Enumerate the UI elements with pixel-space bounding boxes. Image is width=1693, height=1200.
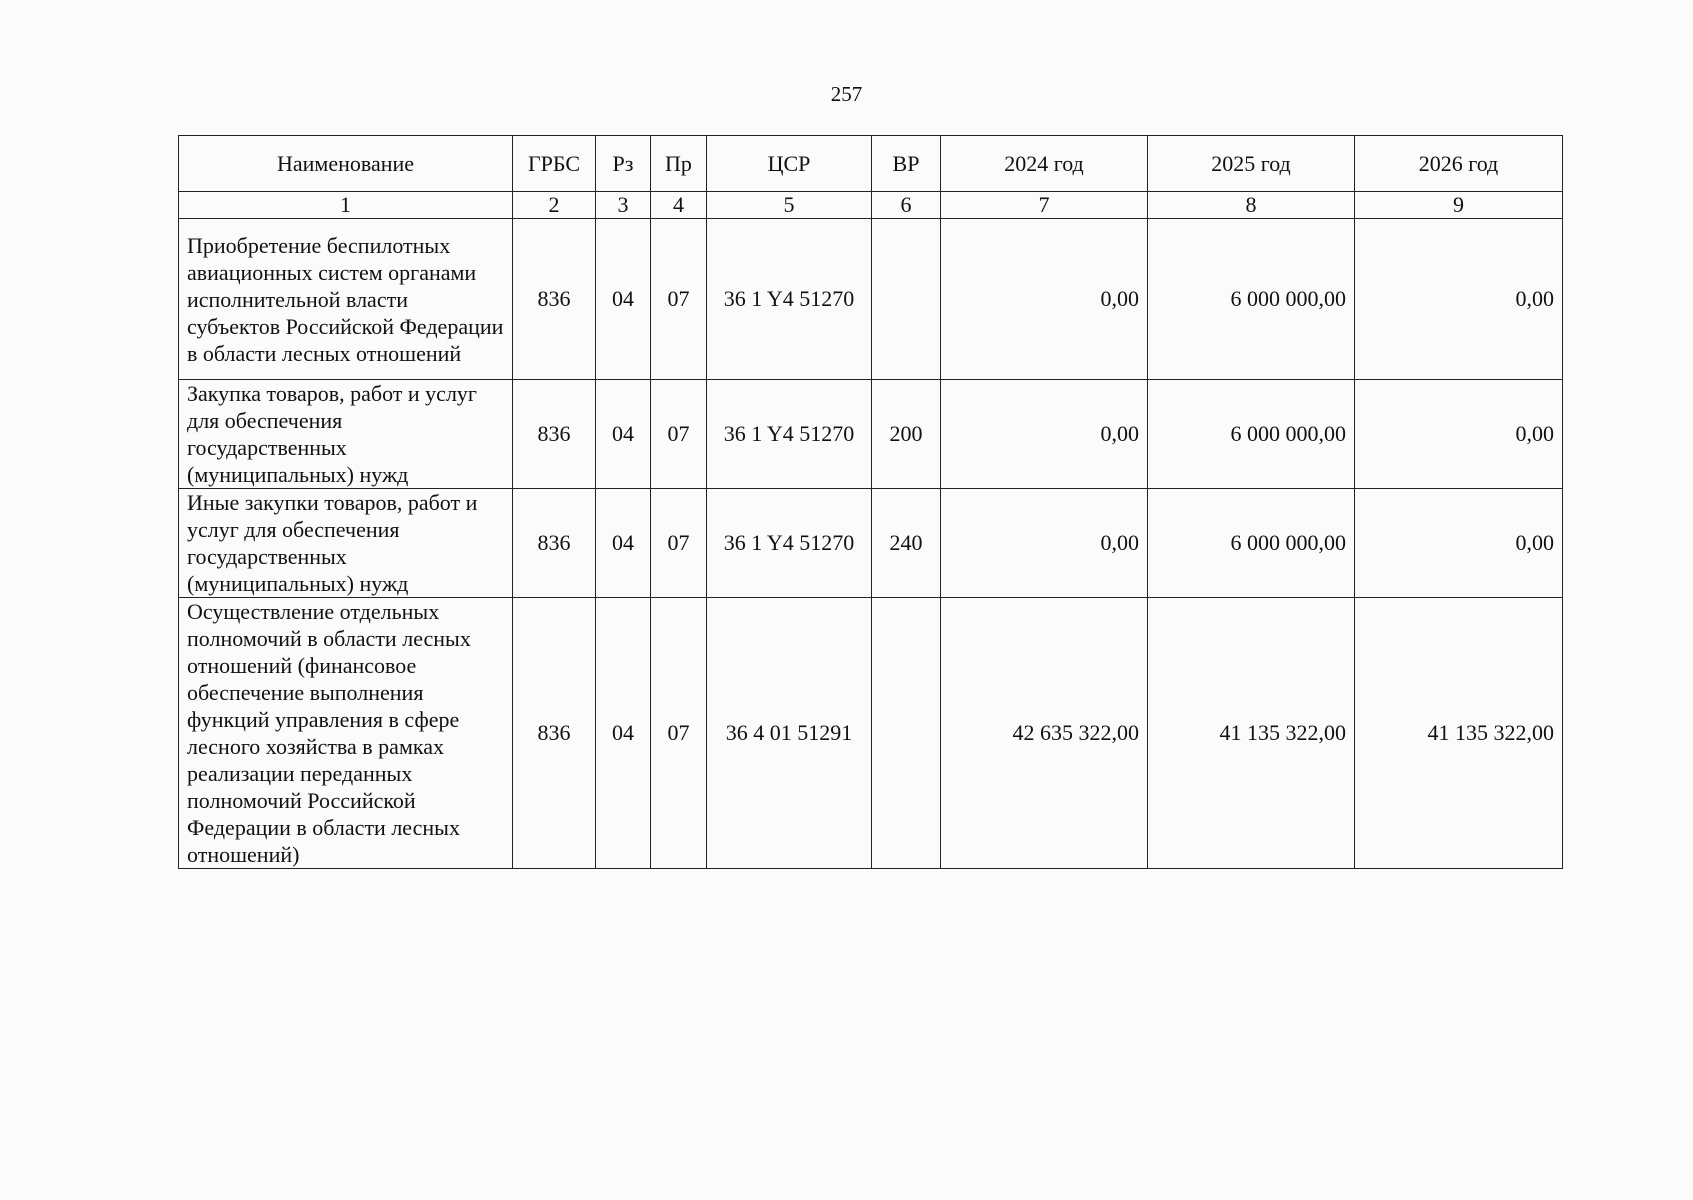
row-vr: 200 bbox=[872, 380, 941, 489]
row-pr: 07 bbox=[651, 219, 707, 380]
row-name: Закупка товаров, работ и услуг для обеспечения государственных (муниципальных) нужд bbox=[179, 380, 513, 489]
row-name: Осуществление отдельных полномочий в области лесных отношений (финансовое обеспечение выполнения функций управления в сфере лесного хозяйства в рамках реализации переданных полномочий Российской Федерации в области лесных отношений) bbox=[179, 598, 513, 869]
row-2026: 0,00 bbox=[1355, 380, 1563, 489]
table-row bbox=[179, 380, 1563, 489]
row-grbs: 836 bbox=[513, 489, 596, 598]
header-2025: 2025 год bbox=[1148, 136, 1355, 192]
row-2025: 6 000 000,00 bbox=[1148, 489, 1355, 598]
header-csr: ЦСР bbox=[707, 136, 872, 192]
row-grbs: 836 bbox=[513, 219, 596, 380]
column-number: 3 bbox=[596, 192, 651, 219]
column-number: 8 bbox=[1148, 192, 1355, 219]
column-number: 1 bbox=[179, 192, 513, 219]
header-grbs: ГРБС bbox=[513, 136, 596, 192]
row-vr: 240 bbox=[872, 489, 941, 598]
header-name: Наименование bbox=[179, 136, 513, 192]
row-rz: 04 bbox=[596, 380, 651, 489]
row-2024: 0,00 bbox=[941, 489, 1148, 598]
table-row bbox=[179, 219, 1563, 380]
table-row bbox=[179, 598, 1563, 869]
row-2024: 0,00 bbox=[941, 380, 1148, 489]
row-vr bbox=[872, 598, 941, 869]
header-row bbox=[179, 136, 1563, 192]
row-vr bbox=[872, 219, 941, 380]
header-rz: Рз bbox=[596, 136, 651, 192]
header-2026: 2026 год bbox=[1355, 136, 1563, 192]
row-2025: 6 000 000,00 bbox=[1148, 380, 1355, 489]
row-2026: 41 135 322,00 bbox=[1355, 598, 1563, 869]
row-2025: 6 000 000,00 bbox=[1148, 219, 1355, 380]
row-rz: 04 bbox=[596, 489, 651, 598]
row-csr: 36 1 Y4 51270 bbox=[707, 219, 872, 380]
row-csr: 36 1 Y4 51270 bbox=[707, 380, 872, 489]
row-pr: 07 bbox=[651, 380, 707, 489]
column-number: 2 bbox=[513, 192, 596, 219]
row-2026: 0,00 bbox=[1355, 219, 1563, 380]
row-pr: 07 bbox=[651, 598, 707, 869]
row-2026: 0,00 bbox=[1355, 489, 1563, 598]
row-pr: 07 bbox=[651, 489, 707, 598]
row-2025: 41 135 322,00 bbox=[1148, 598, 1355, 869]
column-number: 9 bbox=[1355, 192, 1563, 219]
header-vr: ВР bbox=[872, 136, 941, 192]
row-csr: 36 4 01 51291 bbox=[707, 598, 872, 869]
table-row bbox=[179, 489, 1563, 598]
page-number: 257 bbox=[830, 82, 863, 106]
row-rz: 04 bbox=[596, 219, 651, 380]
header-pr: Пр bbox=[651, 136, 707, 192]
row-name: Иные закупки товаров, работ и услуг для обеспечения государственных (муниципальных) нужд bbox=[179, 489, 513, 598]
column-number: 5 bbox=[707, 192, 872, 219]
row-csr: 36 1 Y4 51270 bbox=[707, 489, 872, 598]
row-grbs: 836 bbox=[513, 598, 596, 869]
row-2024: 0,00 bbox=[941, 219, 1148, 380]
column-number: 7 bbox=[941, 192, 1148, 219]
header-2024: 2024 год bbox=[941, 136, 1148, 192]
column-number-row bbox=[179, 192, 1563, 219]
row-2024: 42 635 322,00 bbox=[941, 598, 1148, 869]
column-number: 4 bbox=[651, 192, 707, 219]
column-number: 6 bbox=[872, 192, 941, 219]
row-rz: 04 bbox=[596, 598, 651, 869]
budget-table bbox=[178, 135, 1563, 869]
row-grbs: 836 bbox=[513, 380, 596, 489]
row-name: Приобретение беспилотных авиационных систем органами исполнительной власти субъектов Российской Федерации в области лесных отношений bbox=[179, 219, 513, 380]
